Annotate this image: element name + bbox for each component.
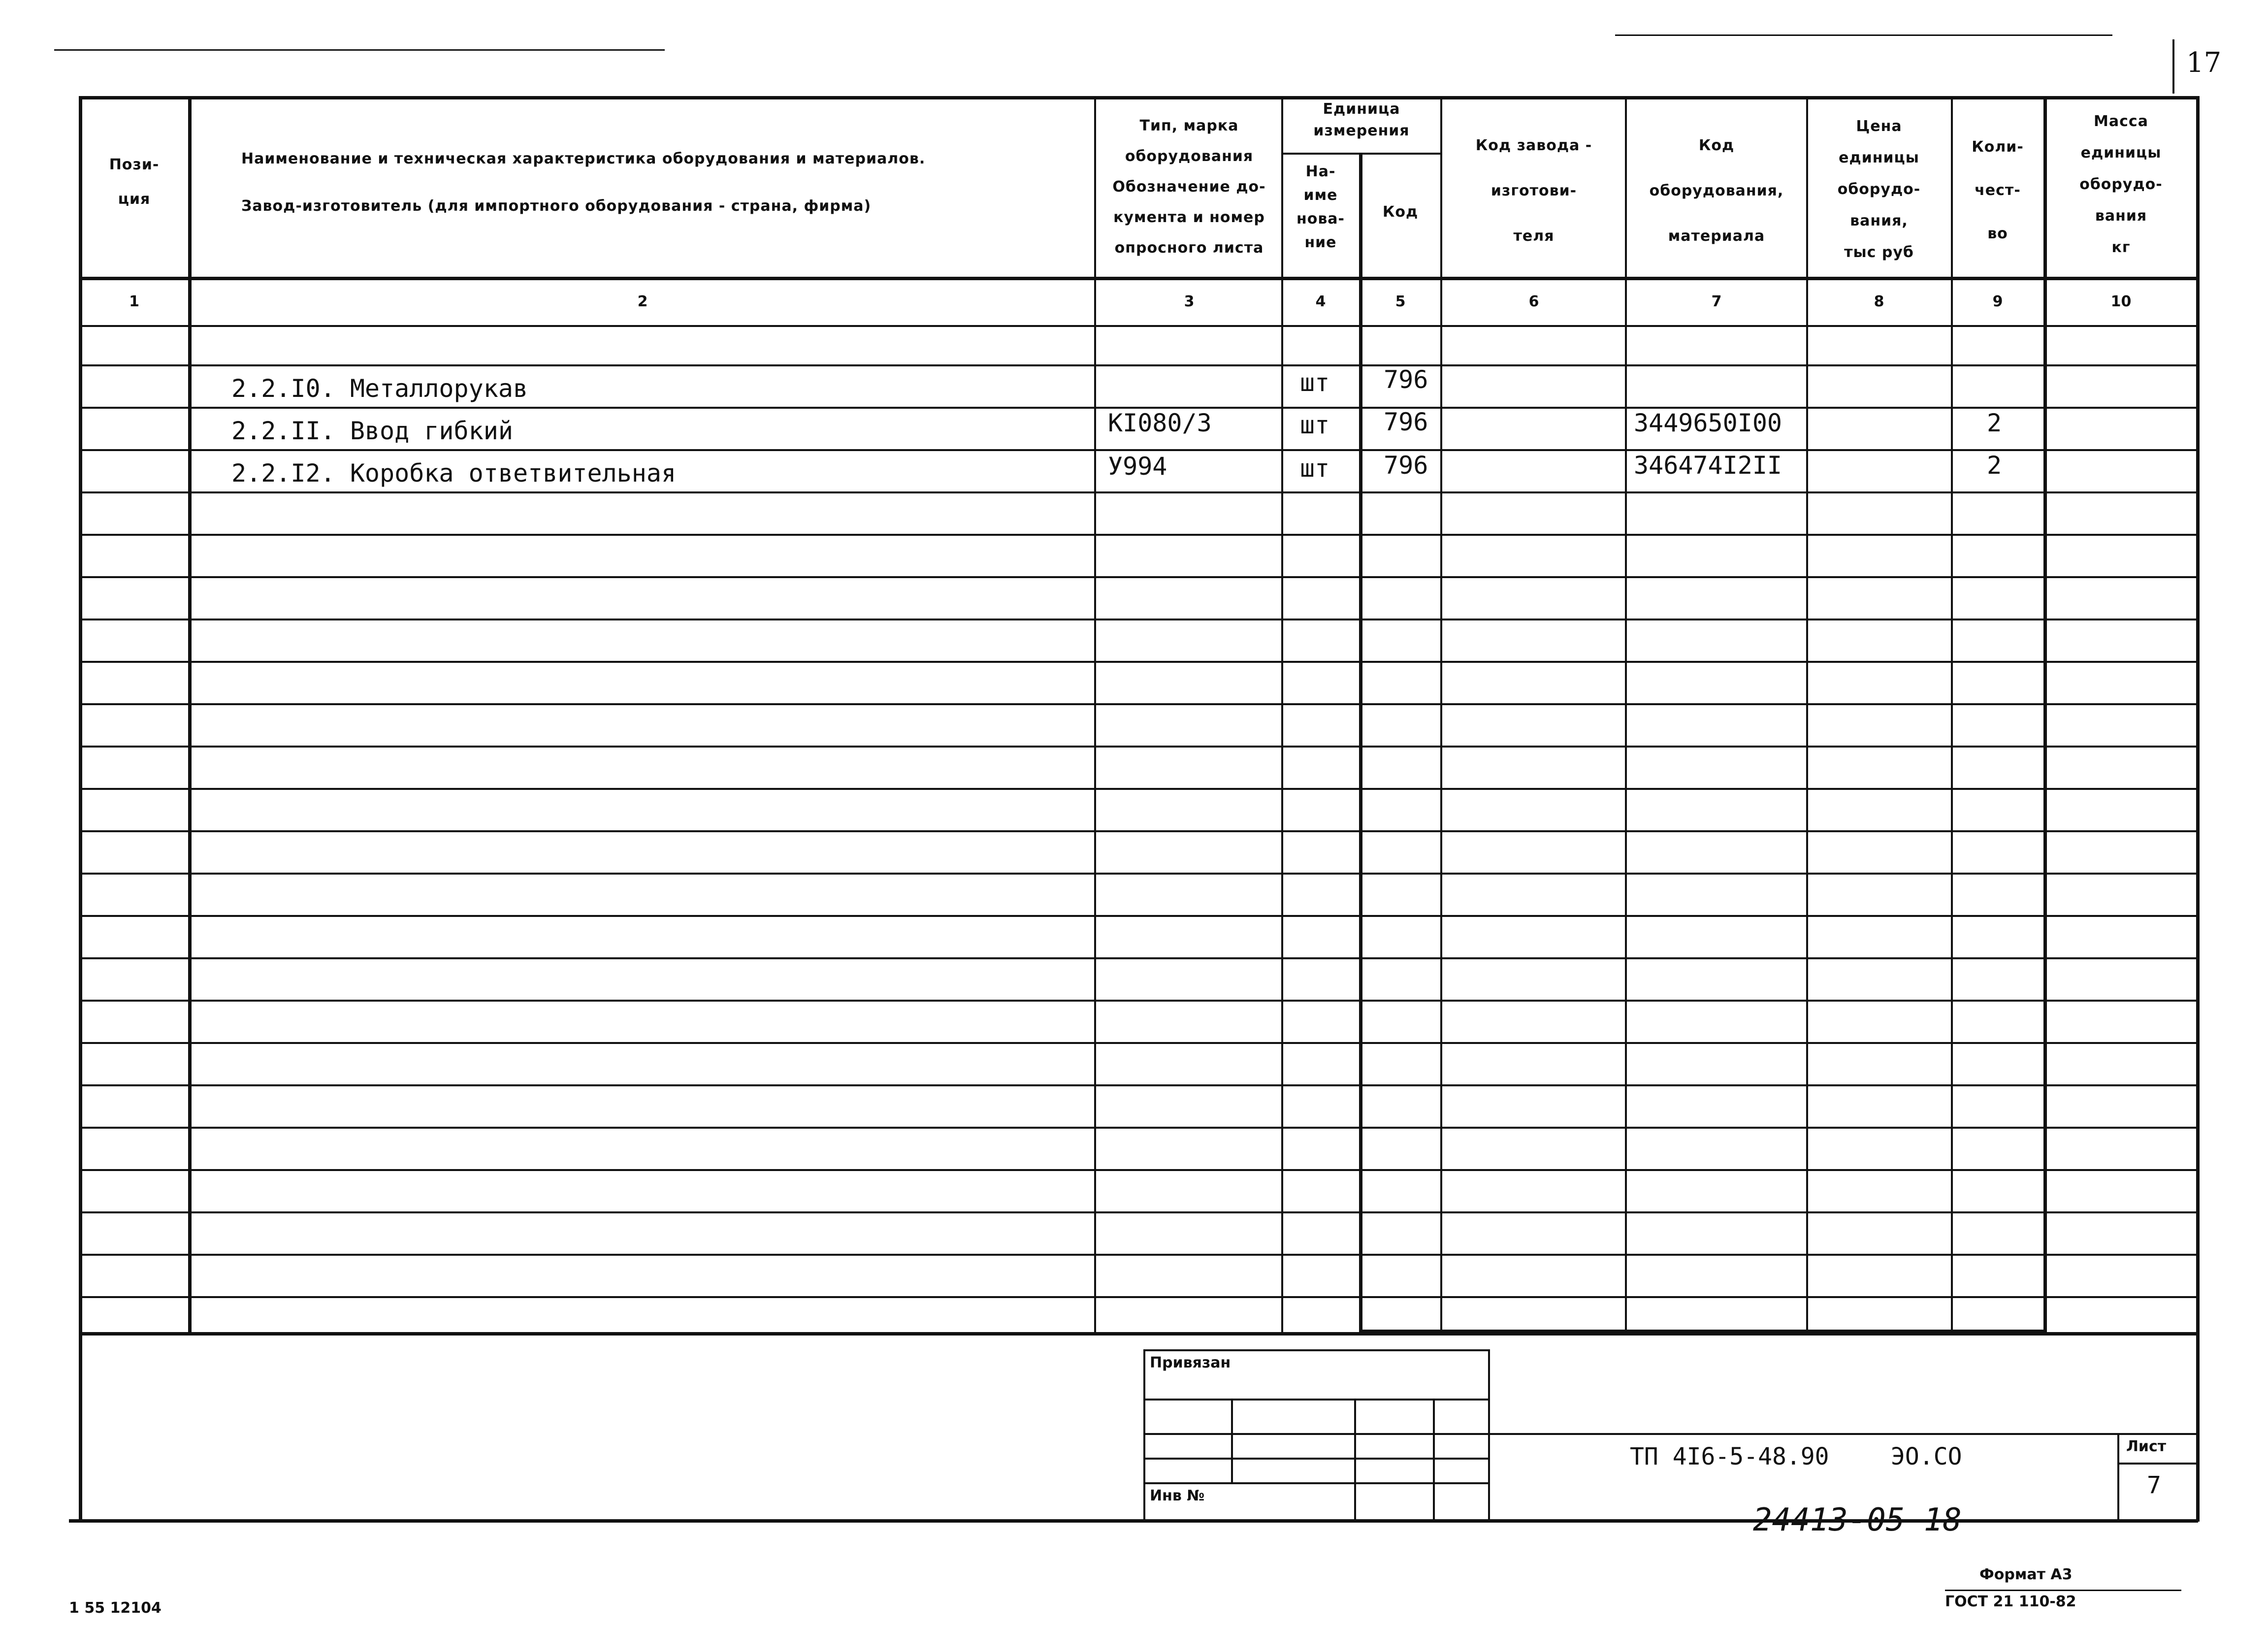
document-designation: ТП 4I6-5-48.90 bbox=[1630, 1443, 1829, 1470]
header-col-price-line3: оборудо- bbox=[1837, 181, 1921, 198]
header-col-equip-line2: оборудования, bbox=[1649, 182, 1784, 199]
top-left-rule bbox=[54, 49, 665, 51]
inv-no-label: Инв № bbox=[1150, 1487, 1205, 1504]
column-number: 5 bbox=[1395, 293, 1406, 310]
header-col-mass bbox=[2046, 106, 2196, 263]
header-col-unit-name-line4: ние bbox=[1304, 234, 1337, 251]
header-col-qty-line3: во bbox=[1987, 225, 2008, 242]
header-col-price bbox=[1808, 111, 1950, 268]
table-row-equip-code: 3449650I00 bbox=[1634, 409, 1782, 437]
table-row-name: 2.2.II. Ввод гибкий bbox=[231, 417, 513, 445]
document-code: ЭО.СО bbox=[1891, 1443, 1962, 1470]
table-row-qty: 2 bbox=[1987, 451, 2002, 480]
header-col-mass-line5: кг bbox=[2111, 239, 2131, 256]
table-row-name: 2.2.I2. Коробка ответвительная bbox=[231, 459, 677, 488]
header-col-position-line1: Пози- bbox=[109, 156, 160, 173]
table-row-type: KI080/3 bbox=[1108, 409, 1212, 437]
header-col-unit-name bbox=[1283, 160, 1358, 255]
top-right-rule bbox=[1615, 34, 2112, 36]
header-col-name bbox=[241, 135, 1078, 230]
header-col-mass-line2: единицы bbox=[2080, 144, 2162, 162]
sheet-label: Лист bbox=[2126, 1438, 2167, 1455]
header-col-type-line2: оборудования bbox=[1125, 148, 1254, 165]
table-row-unit: шт bbox=[1300, 454, 1330, 483]
header-col-mass-line3: оборудо- bbox=[2079, 176, 2163, 193]
header-unit-group-line2: измерения bbox=[1313, 122, 1410, 139]
table-row-equip-code: 346474I2II bbox=[1634, 451, 1782, 480]
bottom-rule bbox=[1945, 1590, 2181, 1591]
header-col-type-line5: опросного листа bbox=[1114, 239, 1264, 257]
corner-divider bbox=[2172, 39, 2174, 94]
column-number: 8 bbox=[1874, 293, 1884, 310]
header-col-type-line4: кумента и номер bbox=[1113, 209, 1265, 226]
table-row-unit-code: 796 bbox=[1384, 365, 1428, 394]
sheet-corner-number: 17 bbox=[2186, 47, 2222, 79]
column-number: 3 bbox=[1184, 293, 1195, 310]
header-col-qty bbox=[1953, 126, 2042, 256]
header-col-name-line1: Наименование и техническая характеристика оборудования и материалов. bbox=[241, 150, 926, 167]
header-col-unit-code: Код bbox=[1382, 203, 1419, 221]
column-number: 4 bbox=[1315, 293, 1326, 310]
column-number: 9 bbox=[1992, 293, 2003, 310]
column-number: 2 bbox=[637, 293, 648, 310]
table-row-unit: шт bbox=[1300, 411, 1330, 439]
table-row-unit-code: 796 bbox=[1384, 451, 1428, 480]
header-col-equip-line1: Код bbox=[1698, 137, 1735, 154]
header-col-position-line2: ция bbox=[118, 191, 151, 208]
column-number: 6 bbox=[1528, 293, 1539, 310]
column-number: 7 bbox=[1711, 293, 1722, 310]
header-col-name-line2: Завод-изготовитель (для импортного оборудования - страна, фирма) bbox=[241, 197, 872, 215]
bottom-left-code: 1 55 12104 bbox=[69, 1599, 162, 1617]
table-row-qty: 2 bbox=[1987, 409, 2002, 437]
header-col-type-line3: Обозначение до- bbox=[1112, 178, 1266, 195]
header-col-unit-name-line1: На- bbox=[1305, 163, 1336, 180]
header-col-mass-line4: вания bbox=[2095, 207, 2147, 225]
table-row-name: 2.2.I0. Металлорукав bbox=[231, 374, 528, 403]
header-col-type bbox=[1098, 111, 1280, 263]
header-col-unit-name-line2: име bbox=[1303, 187, 1338, 204]
header-col-factory-line2: изготови- bbox=[1490, 182, 1577, 199]
column-number: 10 bbox=[2110, 293, 2132, 310]
header-col-type-line1: Тип, марка bbox=[1139, 117, 1239, 134]
privyazan-label: Привязан bbox=[1150, 1354, 1231, 1371]
header-col-position bbox=[81, 148, 187, 217]
header-col-mass-line1: Масса bbox=[2094, 113, 2148, 130]
header-unit-group-line1: Единица bbox=[1323, 100, 1400, 118]
header-col-equip-code bbox=[1627, 123, 1806, 259]
header-col-factory-code bbox=[1443, 123, 1625, 259]
sheet-number: 7 bbox=[2147, 1471, 2161, 1499]
header-col-price-line2: единицы bbox=[1839, 149, 1919, 166]
format-label: Формат А3 bbox=[1979, 1566, 2073, 1583]
header-col-qty-line1: Коли- bbox=[1972, 138, 2024, 156]
header-col-qty-line2: чест- bbox=[1975, 182, 2021, 199]
table-row-type: У994 bbox=[1108, 452, 1167, 481]
header-col-unit-name-line3: нова- bbox=[1296, 210, 1345, 228]
header-col-factory-line3: теля bbox=[1513, 228, 1555, 245]
handwritten-doc-number: 24413-05 18 bbox=[1753, 1502, 1962, 1538]
table-row-unit: шт bbox=[1300, 368, 1330, 397]
header-col-price-line5: тыс руб bbox=[1844, 244, 1914, 261]
header-col-price-line1: Цена bbox=[1856, 118, 1902, 135]
header-col-price-line4: вания, bbox=[1850, 212, 1908, 229]
header-col-factory-line1: Код завода - bbox=[1475, 137, 1592, 154]
table-row-unit-code: 796 bbox=[1384, 408, 1428, 436]
column-number: 1 bbox=[129, 293, 139, 310]
gost-label: ГОСТ 21 110-82 bbox=[1945, 1593, 2076, 1610]
header-col-equip-line3: материала bbox=[1668, 228, 1765, 245]
header-col-unit-group bbox=[1283, 98, 1440, 142]
